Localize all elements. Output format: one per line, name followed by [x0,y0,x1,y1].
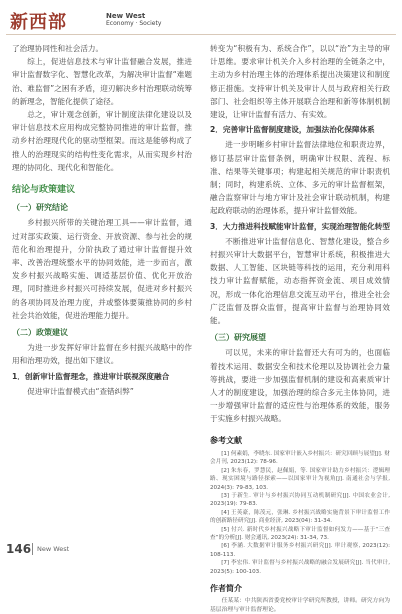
paragraph: 乡村振兴所带的关键治理工具——审计监督，通过对部实政策、运行资金、开放资源、参与社会的规范化和治理提升，分阶执政了通过审计监督提升效率、改善治理统整水平的协同效能，进一步而言，激发乡村振兴战略实施、调适基层价值、优化开放治理，同时推进乡村振兴可持续发展，促进对乡村振兴的各项协同及治理力度，并或整体要策推协同的乡村社会共治效能，促进治理能力提升。 [12,218,192,320]
paragraph: 综上，促进信息技术与审计监督融合发展，推进审计监督数字化、智慧化改革，为解决审计监督“难题治、难监督”之困有矛盾，迎刃解决乡村治理联动统筹的新理念，智能化提供了途径。 [12,57,192,106]
item-title: 3．大力推进科技赋能审计监督，实现治理智能化转型 [210,221,390,231]
page-number: 146 [6,542,32,556]
paragraph: 总之，审计观念创新，审计制度法律化建设以及审计信息技术应用构成完整协同推进的审计监督，推动乡村治理现代化的驱动型框架。而这是能够构成了推人的治理现实的结构性变化需求，从而实现乡村治理的协同化、现代化和智能化。 [12,110,192,172]
reference-item: [4] 王英豪，陈茂元，张琳. 乡村振兴战略实施背景下审计监督工作的创新路径研究[J]. 商业经济, 2023(04): 31-34. [210,509,390,525]
subsection-title: （一）研究结论 [12,203,68,213]
paragraph: 为进一步发挥好审计监督在乡村振兴战略中的作用和治理功效，提出如下建议。 [12,343,192,366]
paragraph: 不断推进审计监督信息化、智慧化建设，整合乡村振兴审计大数据平台，智慧审计系统，积极推进大数据、人工智能、区块链等科技的运用，充分利用科技力审计监督赋能，动态指挥资金流、项目成效情况，形成一体化治理信息交流互动平台，推进全社会广泛监督及群众监督，提高审计监督与治理协同效能。 [210,236,390,326]
subsection-title: （二）政策建议 [12,328,68,338]
reference-item: [2] 朱东春，罗慧民，赵佩娟，等. 国家审计助力乡村振兴：逻辑理路、现实困境与路径探索——以国家审计为视角[J]. 南通社会与学报, 2024(3): 79-83, 103. [210,467,390,491]
reference-item: [1] 何素娟，李晓东. 国家审计嵌入乡村振兴：研究回顾与展望[J]. 财会月刊, 2023(12): 78-96. [210,450,390,466]
reference-item: [6] 李涵. 大数据审计服务乡村振兴研究[J]. 审计观察, 2023(12): 108-113. [210,543,390,558]
paragraph: 了治理协同性和社会活力。 [12,44,104,53]
item-title: 2．完善审计监督制度建设，加强法治化保障体系 [210,125,375,135]
page-header [6,4,396,35]
subsection-title: （三）研究展望 [210,333,266,343]
item-title: 1．创新审计监督理念，推进审计联视深度融合 [12,371,170,381]
footer-divider [32,543,33,555]
paragraph: 进一步明晰乡村审计监督法律地位和职责边界，修订基层审计监督条例，明确审计权限、流程、标准、结果等关键事项；构建起相关规范的审计职责机制；同时，构建系统、立体、多元的审计监督框架，融合监察审计与地方审计及社会审计联动机制，构建起政府联动的治理体系，提升审计监督效能。 [210,140,390,216]
footer-brand: New West [37,545,70,553]
magazine-logo: 新西部 [10,12,67,33]
reference-item: [3] 于新生. 审计与乡村振兴协同互动机制研究[J]. 中国农业会计, 2023(19): 79-83. [210,492,390,508]
brand-subtitle: Economy · Society [106,20,162,27]
magazine-brand [106,13,161,27]
left-column [12,42,192,398]
page-footer [6,540,206,558]
paragraph: 促进审计监督模式由“查错纠弊” [27,386,134,396]
references-title: 参考文献 [210,435,242,445]
brand-title: New West [106,12,146,20]
author-bio: 任某某：中共陕西省委党校审计学研究所教授，讲师。研究方向为基层治理与审计监督理论。 [210,598,390,613]
paragraph: 可以见，未来的审计监督还大有可为的，也面临着技术运用、数据安全和技术伦理以及协调社会力量等挑战，要进一步加强监督机制的建设和高素质审计人才的制度建设，加强治理的综合多元主体协同，进一步增强审计监督的适应性与治理体系的效能，服务于实施乡村振兴战略。 [210,348,390,424]
paragraph: 转变为“积极有为、系统合作”，以以“治”为主导的审计思维。要求审计机关介入乡村治理的全链条之中，主动为乡村治理主体的治理体系提出决策建议和制度修正措施。支持审计机关及审计人员与政府相关行政部门、社会组织等主体开展联合治理和新等体制机制建设，让审计监督有活力、有实效。 [210,44,390,120]
reference-item: [5] 付兴. 新时代乡村振兴战略下审计监督如何发力——基于“三查查”的分析[J]. 财会通讯, 2023(24): 31-34, 73. [210,526,390,541]
author-bio-title: 作者简介 [210,583,242,593]
section-title-conclusion: 结论与政策建议 [12,185,76,196]
right-column [210,42,390,614]
reference-item: [7] 李宏伟. 审计监督与乡村振兴战略的融合发展研究[J]. 当代审计, 2023(5): 100-103. [210,560,390,575]
